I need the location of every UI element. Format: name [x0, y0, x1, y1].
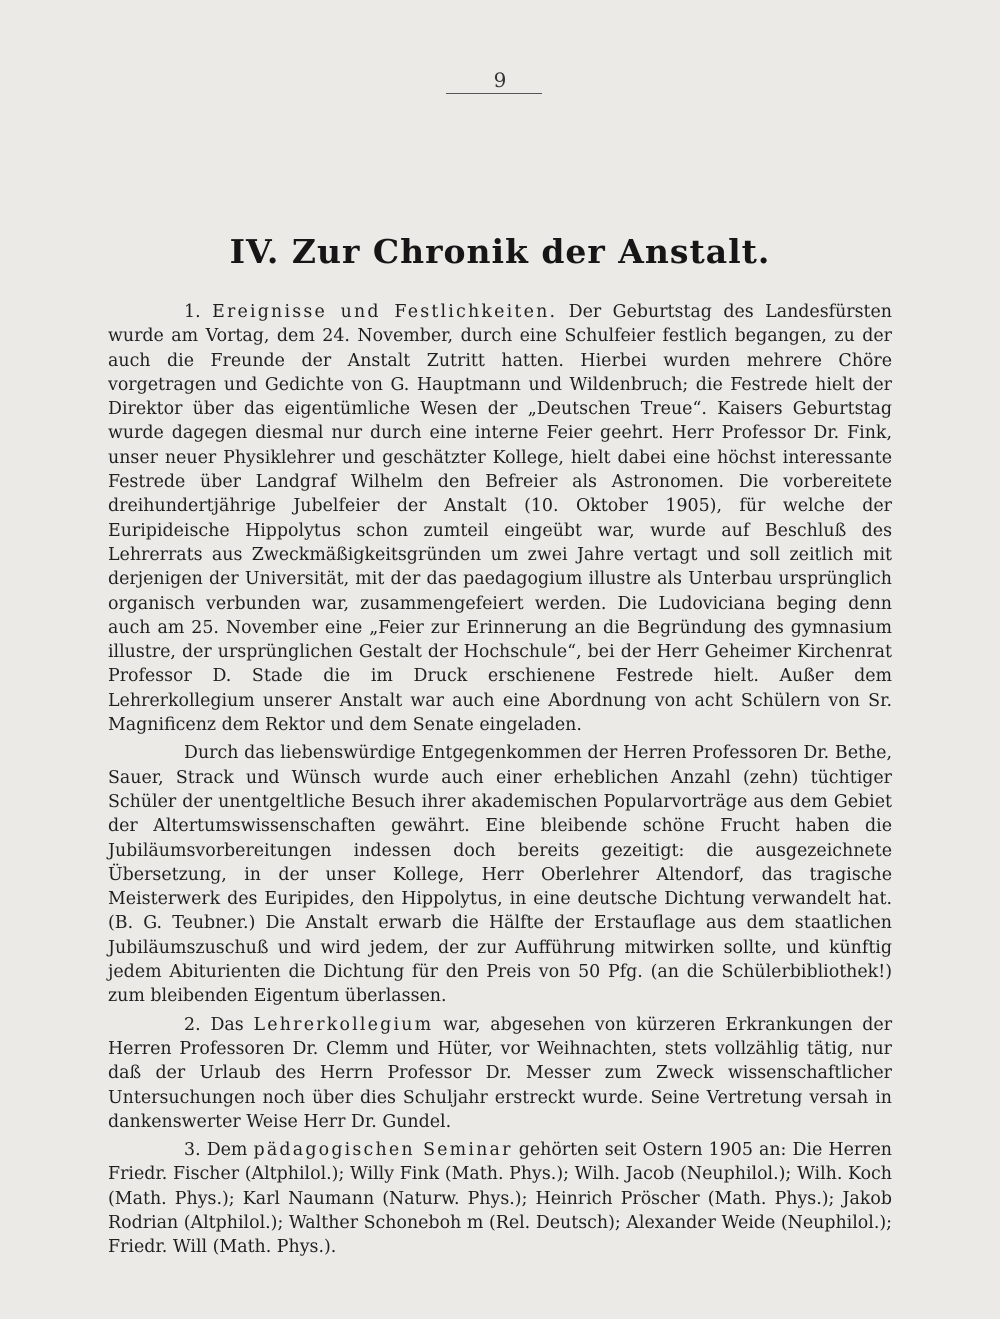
- paragraph-events: [108, 300, 892, 737]
- paragraph-lectures: [108, 741, 892, 1008]
- paragraph-heading: pädagogischen Seminar: [253, 1140, 513, 1161]
- paragraph-text: gehörten seit Ostern 1905 an: Die Herren Friedr. Fischer (Altphilol.); Willy Fink (Math. Phys.); Wilh. Jacob (Neuphilol.); Wilh. Koch (Math. Phys.); Karl Naumann (Naturw. Phys.); Heinrich Pröscher (Math. Phys.); Jakob Rodrian (Altphilol.); Walther Schoneboh m (Rel. Deutsch); Alexander Weide (Neuphilol.); Friedr. Will (Math. Phys.).: [108, 1140, 892, 1258]
- paragraph-text: war, abgesehen von kürzeren Erkrankungen der Herren Professoren Dr. Clemm und Hüter, vor Weihnachten, stets vollzählig tätig, nur daß der Urlaub des Herrn Professor Dr. Messer zum Zweck wissenschaftlicher Untersuchungen noch über dies Schuljahr erstreckt wurde. Seine Vertretung versah in dankenswerter Weise Herr Dr. Gundel.: [108, 1014, 893, 1132]
- page-number: 9: [493, 68, 507, 92]
- paragraph-lead: 3. Dem: [184, 1140, 254, 1161]
- paragraph-text: Durch das liebenswürdige Entgegenkommen der Herren Professoren Dr. Bethe, Sauer, Strack und Wünsch wurde auch einer erheblichen Anzahl (zehn) tüchtiger Schüler der unentgeltliche Besuch ihrer akademischen Popularvorträge aus dem Gebiet der Altertumswissenschaften gewährt. Eine bleibende schöne Frucht haben die Jubiläumsvorbereitungen indessen doch bereits gezeitigt: die ausgezeichnete Übersetzung, in der unser Kollege, Herr Oberlehrer Altendorf, das tragische Meisterwerk des Euripides, den Hippolytus, in eine deutsche Dichtung verwandelt hat. (B. G. Teubner.) Die Anstalt erwarb die Hälfte der Erstauflage aus dem staatlichen Jubiläumszuschuß und wird jedem, der zur Aufführung mitwirken sollte, und künftig jedem Abiturienten die Dichtung für den Preis von 50 Pfg. (an die Schülerbibliothek!) zum bleibenden Eigentum überlassen.: [108, 743, 892, 1007]
- section-title: IV. Zur Chronik der Anstalt.: [229, 232, 771, 271]
- body-text: [108, 300, 892, 1264]
- page-number-rule: [446, 93, 542, 94]
- paragraph-text: Der Geburtstag des Landesfürsten wurde am Vortag, dem 24. November, durch eine Schulfeier festlich begangen, zu der auch die Freunde der Anstalt Zutritt hatten. Hierbei wurden mehrere Chöre vorgetragen und Gedichte von G. Hauptmann und Wildenbruch; die Festrede hielt der Direktor über das eigentümliche Wesen der „Deutschen Treue“. Kaisers Geburtstag wurde dagegen diesmal nur durch eine interne Feier geehrt. Herr Professor Dr. Fink, unser neuer Physiklehrer und geschätzter Kollege, hielt dabei eine höchst interessante Festrede über Landgraf Wilhelm den Befreier als Astronomen. Die vorbereitete dreihundertjährige Jubelfeier der Anstalt (10. Oktober 1905), für welche der Euripideische Hippolytus schon zumteil eingeübt war, wurde auf Beschluß des Lehrerrats aus Zweckmäßigkeitsgründen um zwei Jahre vertagt und soll zeitlich mit derjenigen der Universität, mit der das paedagogium illustre als Unterbau ursprünglich organisch verbunden war, zusammengefeiert werden. Die Ludoviciana beging denn auch am 25. November eine „Feier zur Erinnerung an die Begründung des gymnasium illustre, der ursprünglichen Gestalt der Hochschule“, bei der Herr Geheimer Kirchenrat Professor D. Stade die im Druck erschienene Festrede hielt. Außer dem Lehrerkollegium unserer Anstalt war auch eine Abordnung von acht Schülern von Sr. Magnificenz dem Rektor und dem Senate eingeladen.: [108, 302, 892, 736]
- paragraph-faculty: [108, 1013, 892, 1134]
- paragraph-seminar: [108, 1138, 892, 1259]
- paragraph-heading: Lehrerkollegium: [253, 1014, 434, 1035]
- paragraph-heading: Ereignisse und Festlichkeiten.: [212, 302, 558, 322]
- paragraph-lead: 2. Das: [184, 1014, 254, 1035]
- paragraph-lead: 1.: [184, 302, 213, 322]
